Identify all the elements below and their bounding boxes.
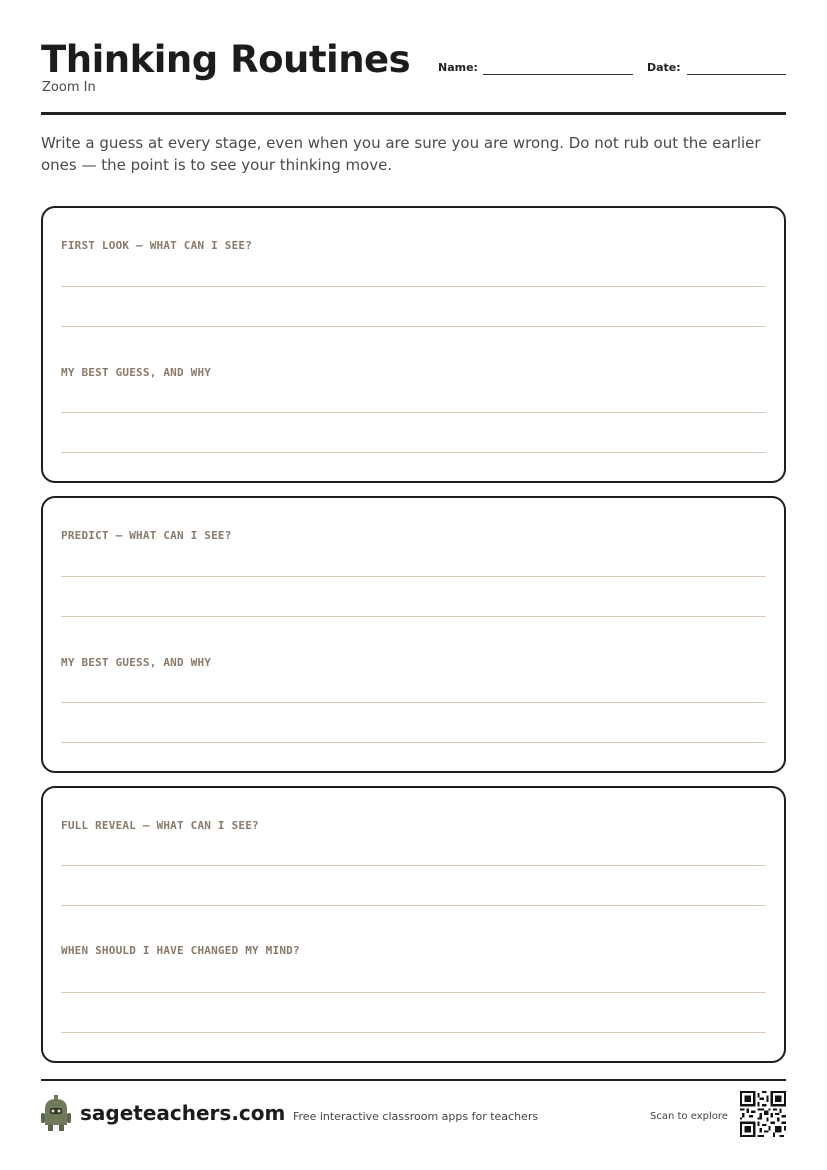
page-title: Thinking Routines: [41, 38, 411, 81]
panel-prompt: WHEN SHOULD I HAVE CHANGED MY MIND?: [61, 944, 300, 957]
footer-divider: [41, 1079, 786, 1081]
panel-prompt: FULL REVEAL — WHAT CAN I SEE?: [61, 819, 259, 832]
writing-line[interactable]: [61, 865, 766, 866]
scan-label: Scan to explore: [650, 1111, 728, 1122]
brand-tagline: Free interactive classroom apps for teachers: [293, 1110, 539, 1123]
name-label: Name:: [438, 61, 478, 74]
panel-prompt: PREDICT — WHAT CAN I SEE?: [61, 529, 232, 542]
page-subtitle: Zoom In: [42, 80, 96, 95]
name-field[interactable]: [483, 74, 633, 75]
instructions: Write a guess at every stage, even when you are sure you are wrong. Do not rub out the earlier ones — the point is to see your thinking move.: [41, 134, 761, 174]
date-label: Date:: [647, 61, 681, 74]
robot-mascot-icon: [41, 1095, 71, 1131]
stage-panel-predict: [41, 496, 786, 773]
writing-line[interactable]: [61, 452, 766, 453]
writing-line[interactable]: [61, 905, 766, 906]
panel-prompt: MY BEST GUESS, AND WHY: [61, 366, 212, 379]
writing-line[interactable]: [61, 992, 766, 993]
date-field[interactable]: [687, 74, 786, 75]
writing-line[interactable]: [61, 326, 766, 327]
panel-prompt: FIRST LOOK — WHAT CAN I SEE?: [61, 239, 253, 252]
stage-panel-full-reveal: [41, 786, 786, 1063]
writing-line[interactable]: [61, 576, 766, 577]
writing-line[interactable]: [61, 1032, 766, 1033]
writing-line[interactable]: [61, 412, 766, 413]
qr-code-icon: [740, 1091, 786, 1137]
writing-line[interactable]: [61, 742, 766, 743]
brand-name: sageteachers.com: [80, 1101, 286, 1125]
writing-line[interactable]: [61, 616, 766, 617]
header-divider: [41, 112, 786, 115]
writing-line[interactable]: [61, 286, 766, 287]
writing-line[interactable]: [61, 702, 766, 703]
stage-panel-first-look: [41, 206, 786, 483]
panel-prompt: MY BEST GUESS, AND WHY: [61, 656, 212, 669]
